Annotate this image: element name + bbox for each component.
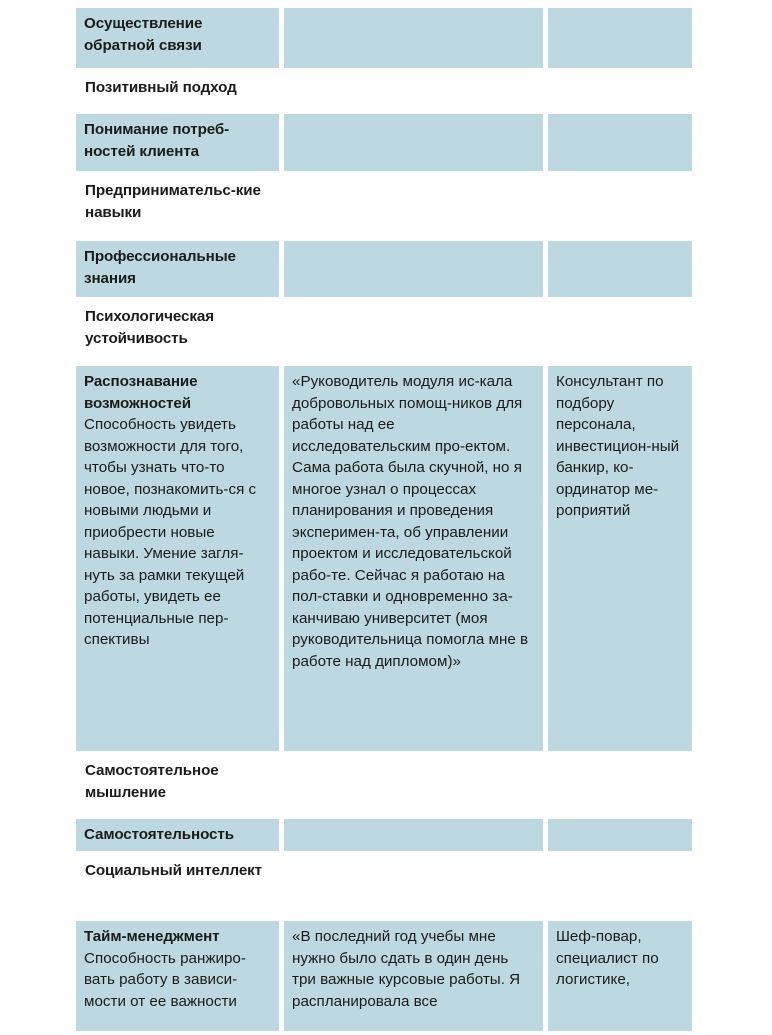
jobs-cell [548, 72, 692, 110]
jobs-cell [548, 855, 692, 917]
skill-title: Осуществление обратной связи [84, 15, 203, 54]
quote-cell [284, 921, 543, 1031]
skill-title: Тайм-менеджмент [84, 928, 220, 945]
table-row [76, 8, 692, 68]
table-row [76, 755, 692, 815]
quote-cell [284, 366, 543, 751]
skill-description: Способность увидеть возможности для того, чтобы узнать что-то новое, познакомить-ся с новыми людьми и приобрести новые навыки. Умение загля-нуть за рамки текущей работы, увидеть ее потенциальные пер-спективы [84, 416, 257, 648]
jobs-cell [548, 175, 692, 237]
jobs-cell [548, 241, 692, 297]
table-row [76, 241, 692, 297]
skill-title: Предпринимательс-кие навыки [85, 182, 261, 221]
jobs-cell [548, 755, 692, 815]
table-row [76, 819, 692, 851]
skill-cell [76, 921, 279, 1031]
skill-title: Психологическая устойчивость [85, 308, 214, 347]
competency-table [76, 8, 692, 1035]
skill-cell [76, 8, 279, 68]
table-row [76, 855, 692, 917]
skill-description: Способность ранжиро-вать работу в зависи-мости от ее важности [84, 949, 246, 1010]
skill-title: Позитивный подход [85, 79, 237, 96]
skill-cell [76, 855, 279, 917]
skill-cell [76, 241, 279, 297]
jobs-cell [548, 819, 692, 851]
quote-text: «В последний год учебы мне нужно было сдать в один день три важные курсовые работы. Я распланировала все [292, 928, 521, 1010]
quote-cell [284, 8, 543, 68]
table-row [76, 114, 692, 171]
skill-cell [76, 72, 279, 110]
skill-cell [76, 819, 279, 851]
quote-cell [284, 175, 543, 237]
quote-cell [284, 72, 543, 110]
skill-title: Социальный интеллект [85, 862, 263, 879]
quote-cell [284, 114, 543, 171]
jobs-text: Шеф-повар, специалист по логистике, [556, 928, 659, 988]
skill-cell [76, 114, 279, 171]
jobs-cell [548, 921, 692, 1031]
skill-title: Самостоятельное мышление [85, 762, 219, 801]
table-row [76, 921, 692, 1031]
jobs-cell [548, 114, 692, 171]
quote-text: «Руководитель модуля ис-кала добровольных помощ-ников для работы над ее исследовательским про-ектом. Сама работа была скучной, но я многое узнал о процессах планирования и проведения эксперимен-та, об управлении проектом и исследовательской рабо-те. Сейчас я работаю на пол-ставки и одновременно за-канчиваю университет (моя руководительница помогла мне в работе над дипломом)» [292, 373, 529, 670]
quote-cell [284, 855, 543, 917]
table-row [76, 366, 692, 751]
skill-title: Понимание потреб-ностей клиента [84, 121, 230, 160]
quote-cell [284, 755, 543, 815]
jobs-text: Консультант по подбору персонала, инвестицион-ный банкир, ко-ординатор ме-роприятий [556, 373, 680, 519]
jobs-cell [548, 301, 692, 362]
skill-cell [76, 755, 279, 815]
jobs-cell [548, 8, 692, 68]
table-row [76, 175, 692, 237]
table-row [76, 72, 692, 110]
jobs-cell [548, 366, 692, 751]
skill-cell [76, 366, 279, 751]
skill-title: Распознавание возможностей [84, 373, 198, 412]
table-row [76, 301, 692, 362]
quote-cell [284, 241, 543, 297]
skill-cell [76, 301, 279, 362]
skill-title: Самостоятельность [84, 826, 234, 843]
quote-cell [284, 819, 543, 851]
skill-title: Профессиональные знания [84, 248, 236, 287]
quote-cell [284, 301, 543, 362]
skill-cell [76, 175, 279, 237]
